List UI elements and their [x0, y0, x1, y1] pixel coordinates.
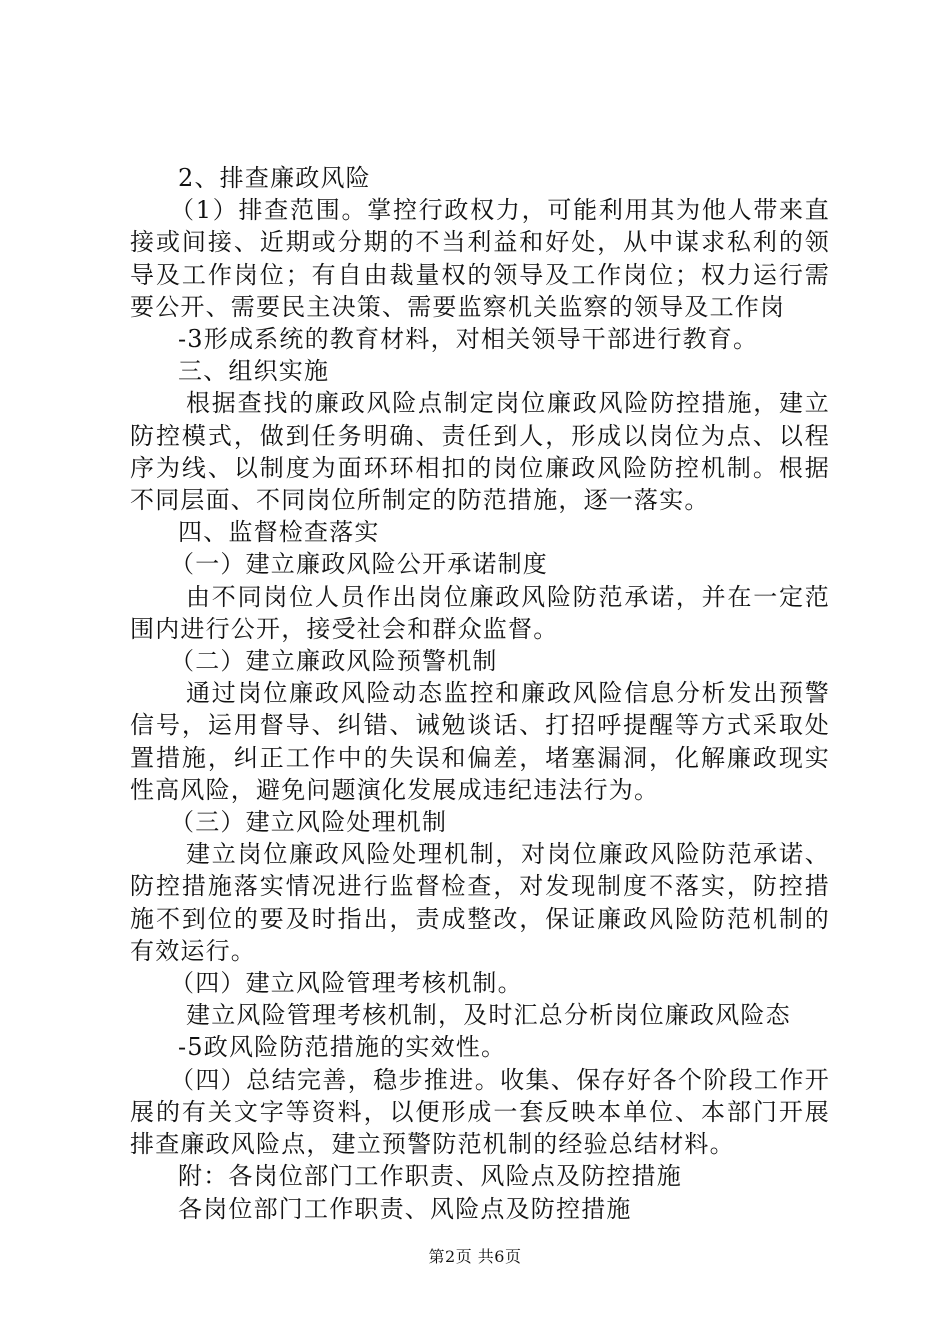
section-heading: 2、排查廉政风险 [178, 164, 371, 192]
subsection-heading: （二）建立廉政风险预警机制 [170, 647, 498, 676]
page-number-footer: 第2页 共6页 [428, 1247, 522, 1266]
section-heading: 四、监督检查落实 [178, 518, 380, 547]
appendix-title: 各岗位部门工作职责、风险点及防控措施 [178, 1194, 632, 1223]
paragraph: 建立风险管理考核机制，及时汇总分析岗位廉政风险态 [186, 1001, 791, 1030]
paragraph: 根据查找的廉政风险点制定岗位廉政风险防控措施，建立防控模式，做到任务明确、责任到人，形成以岗位为点、以程序为线、以制度为面环环相扣的岗位廉政风险防控机制。根据不同层面、不同岗位所制定的防范措施，逐一落实。 [130, 389, 830, 515]
subsection-heading: （三）建立风险处理机制 [170, 808, 448, 837]
paragraph: 通过岗位廉政风险动态监控和廉政风险信息分析发出预警信号，运用督导、纠错、诫勉谈话、打招呼提醒等方式采取处置措施，纠正工作中的失误和偏差，堵塞漏洞，化解廉政现实性高风险，避免问题演化发展成违纪违法行为。 [130, 679, 830, 804]
paragraph: 由不同岗位人员作出岗位廉政风险防范承诺，并在一定范围内进行公开，接受社会和群众监督。 [130, 582, 830, 643]
paragraph: （1）排查范围。掌控行政权力，可能利用其为他人带来直接或间接、近期或分期的不当利益和好处，从中谋求私利的领导及工作岗位；有自由裁量权的领导及工作岗位；权力运行需要公开、需要民主决策、需要监察机关监察的领导及工作岗 [130, 196, 830, 321]
subsection-heading: （四）总结完善，稳步推进。收集、保存好各个阶段工作开展的有关文字等资料，以便形成一套反映本单位、本部门开展排查廉政风险点，建立预警防范机制的经验总结材料。 [130, 1065, 830, 1159]
paragraph: 建立岗位廉政风险处理机制，对岗位廉政风险防范承诺、防控措施落实情况进行监督检查，对发现制度不落实，防控措施不到位的要及时指出，责成整改，保证廉政风险防范机制的有效运行。 [130, 840, 830, 965]
appendix-note: 附：各岗位部门工作职责、风险点及防控措施 [178, 1162, 682, 1191]
paragraph: -3形成系统的教育材料，对相关领导干部进行教育。 [178, 325, 759, 354]
subsection-heading: （四）建立风险管理考核机制。 [170, 969, 523, 998]
section-heading: 三、组织实施 [178, 357, 330, 386]
document-body [130, 162, 830, 1225]
paragraph: -5政风险防范措施的实效性。 [178, 1033, 507, 1062]
subsection-heading: （一）建立廉政风险公开承诺制度 [170, 550, 548, 579]
